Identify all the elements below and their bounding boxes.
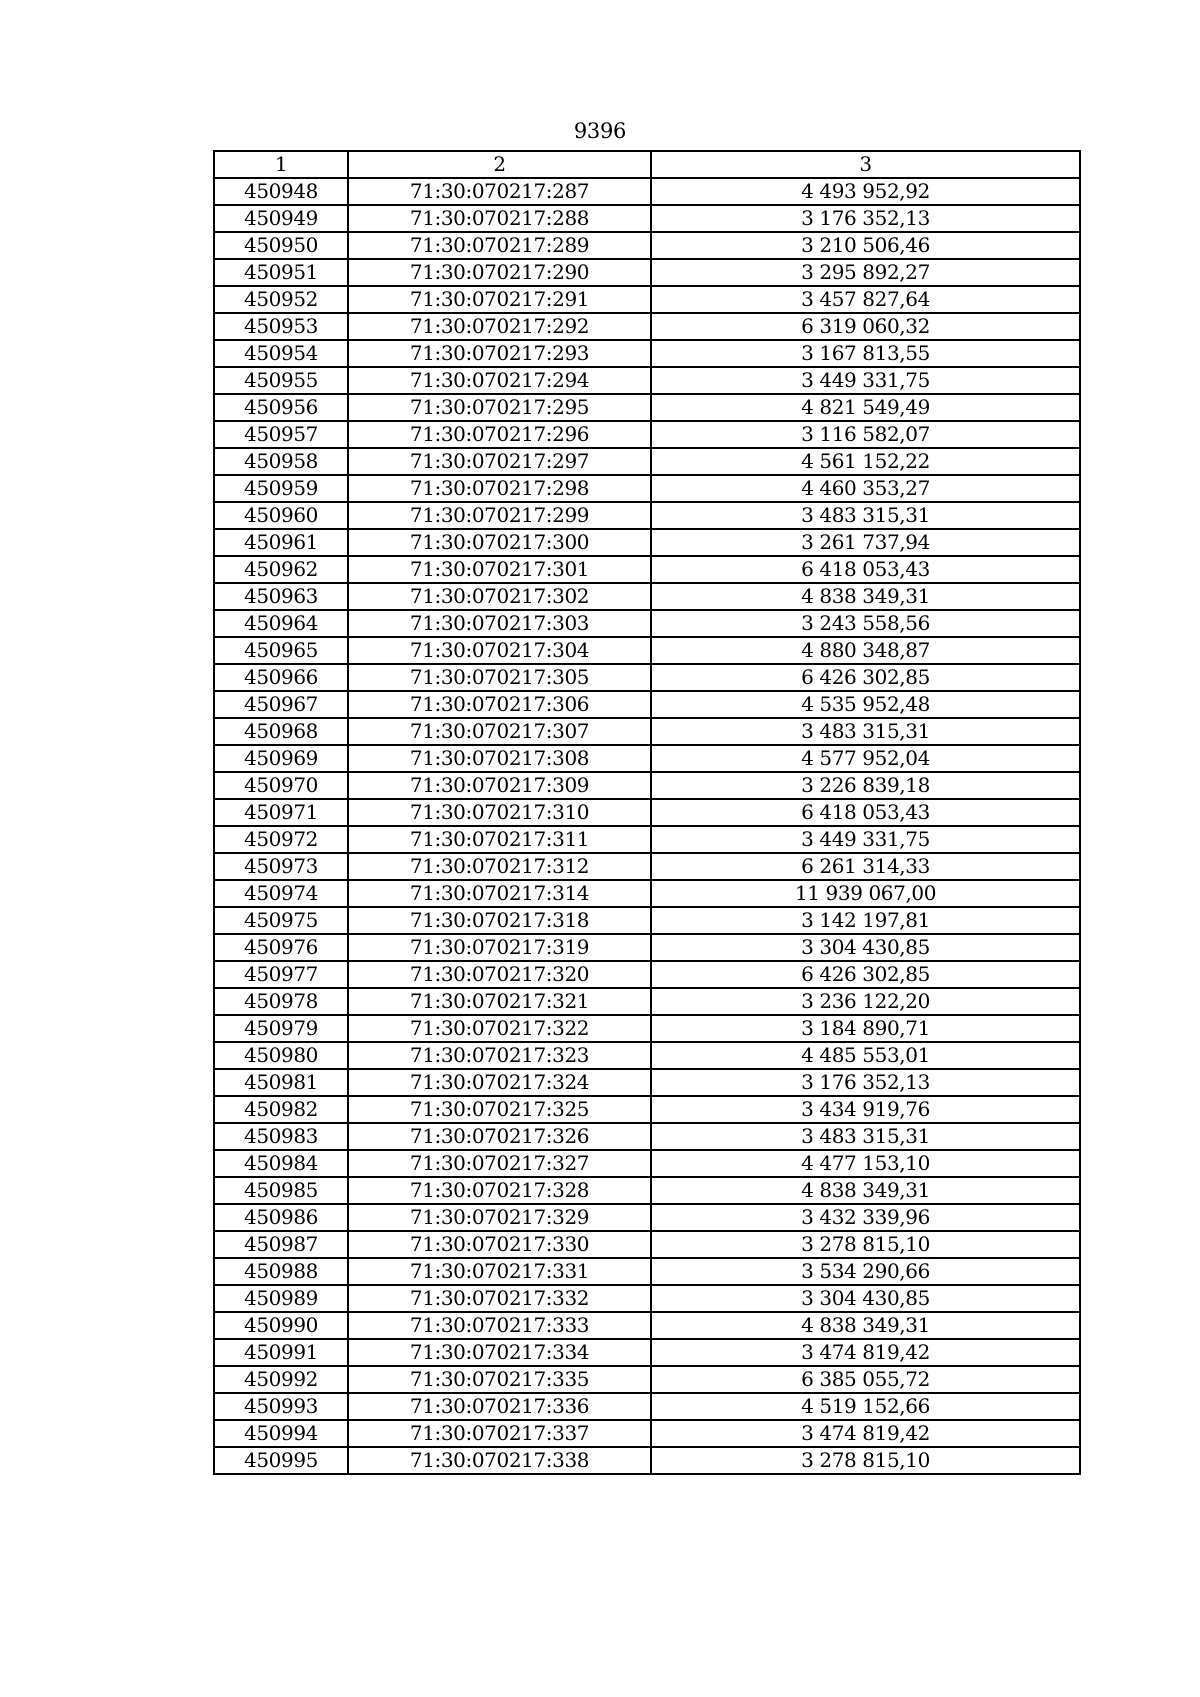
cadastral-value-cell: 3 243 558,56 — [651, 610, 1080, 637]
cadastral-value-cell: 3 434 919,76 — [651, 1096, 1080, 1123]
cadastral-value-cell: 6 426 302,85 — [651, 961, 1080, 988]
cadastral-number-cell: 71:30:070217:287 — [348, 178, 651, 205]
table-row — [214, 1258, 1080, 1285]
cadastral-value-cell: 3 261 737,94 — [651, 529, 1080, 556]
cadastral-number-cell: 71:30:070217:294 — [348, 367, 651, 394]
cadastral-number-cell: 71:30:070217:298 — [348, 475, 651, 502]
cadastral-value-cell: 3 534 290,66 — [651, 1258, 1080, 1285]
cadastral-number-cell: 71:30:070217:309 — [348, 772, 651, 799]
cadastral-number-cell: 71:30:070217:311 — [348, 826, 651, 853]
table-row — [214, 448, 1080, 475]
cadastral-value-cell: 3 432 339,96 — [651, 1204, 1080, 1231]
cadastral-number-cell: 71:30:070217:301 — [348, 556, 651, 583]
cadastral-number-cell: 71:30:070217:326 — [348, 1123, 651, 1150]
row-number-cell: 450977 — [214, 961, 348, 988]
table-row — [214, 1312, 1080, 1339]
table-row — [214, 961, 1080, 988]
row-number-cell: 450975 — [214, 907, 348, 934]
cadastral-number-cell: 71:30:070217:320 — [348, 961, 651, 988]
cadastral-number-cell: 71:30:070217:335 — [348, 1366, 651, 1393]
column-header-3: 3 — [651, 151, 1080, 178]
cadastral-number-cell: 71:30:070217:332 — [348, 1285, 651, 1312]
row-number-cell: 450984 — [214, 1150, 348, 1177]
table-row — [214, 259, 1080, 286]
table-row — [214, 340, 1080, 367]
cadastral-value-cell: 3 449 331,75 — [651, 367, 1080, 394]
table-row — [214, 691, 1080, 718]
table-row — [214, 205, 1080, 232]
cadastral-number-cell: 71:30:070217:307 — [348, 718, 651, 745]
row-number-cell: 450992 — [214, 1366, 348, 1393]
row-number-cell: 450994 — [214, 1420, 348, 1447]
cadastral-value-cell: 4 493 952,92 — [651, 178, 1080, 205]
row-number-cell: 450980 — [214, 1042, 348, 1069]
cadastral-number-cell: 71:30:070217:336 — [348, 1393, 651, 1420]
cadastral-value-cell: 3 304 430,85 — [651, 1285, 1080, 1312]
cadastral-number-cell: 71:30:070217:297 — [348, 448, 651, 475]
cadastral-number-cell: 71:30:070217:329 — [348, 1204, 651, 1231]
column-header-2: 2 — [348, 151, 651, 178]
cadastral-number-cell: 71:30:070217:303 — [348, 610, 651, 637]
row-number-cell: 450990 — [214, 1312, 348, 1339]
cadastral-value-cell: 3 483 315,31 — [651, 718, 1080, 745]
table-row — [214, 1204, 1080, 1231]
row-number-cell: 450987 — [214, 1231, 348, 1258]
cadastral-value-cell: 3 176 352,13 — [651, 205, 1080, 232]
table-row — [214, 826, 1080, 853]
row-number-cell: 450948 — [214, 178, 348, 205]
cadastral-number-cell: 71:30:070217:295 — [348, 394, 651, 421]
cadastral-value-cell: 3 449 331,75 — [651, 826, 1080, 853]
row-number-cell: 450991 — [214, 1339, 348, 1366]
table-row — [214, 394, 1080, 421]
row-number-cell: 450951 — [214, 259, 348, 286]
cadastral-number-cell: 71:30:070217:310 — [348, 799, 651, 826]
row-number-cell: 450981 — [214, 1069, 348, 1096]
table-row — [214, 718, 1080, 745]
table-row — [214, 1447, 1080, 1474]
cadastral-number-cell: 71:30:070217:328 — [348, 1177, 651, 1204]
cadastral-value-cell: 4 535 952,48 — [651, 691, 1080, 718]
table-row — [214, 799, 1080, 826]
table-row — [214, 1393, 1080, 1420]
row-number-cell: 450993 — [214, 1393, 348, 1420]
cadastral-number-cell: 71:30:070217:290 — [348, 259, 651, 286]
row-number-cell: 450966 — [214, 664, 348, 691]
cadastral-value-cell: 4 838 349,31 — [651, 583, 1080, 610]
cadastral-value-cell: 3 295 892,27 — [651, 259, 1080, 286]
row-number-cell: 450950 — [214, 232, 348, 259]
cadastral-number-cell: 71:30:070217:292 — [348, 313, 651, 340]
table-row — [214, 1339, 1080, 1366]
cadastral-number-cell: 71:30:070217:330 — [348, 1231, 651, 1258]
cadastral-number-cell: 71:30:070217:321 — [348, 988, 651, 1015]
row-number-cell: 450985 — [214, 1177, 348, 1204]
cadastral-value-cell: 4 577 952,04 — [651, 745, 1080, 772]
cadastral-number-cell: 71:30:070217:327 — [348, 1150, 651, 1177]
cadastral-value-cell: 6 261 314,33 — [651, 853, 1080, 880]
cadastral-number-cell: 71:30:070217:323 — [348, 1042, 651, 1069]
row-number-cell: 450979 — [214, 1015, 348, 1042]
cadastral-number-cell: 71:30:070217:318 — [348, 907, 651, 934]
cadastral-number-cell: 71:30:070217:296 — [348, 421, 651, 448]
row-number-cell: 450982 — [214, 1096, 348, 1123]
cadastral-number-cell: 71:30:070217:291 — [348, 286, 651, 313]
row-number-cell: 450959 — [214, 475, 348, 502]
row-number-cell: 450978 — [214, 988, 348, 1015]
table-row — [214, 907, 1080, 934]
cadastral-number-cell: 71:30:070217:334 — [348, 1339, 651, 1366]
row-number-cell: 450967 — [214, 691, 348, 718]
cadastral-value-cell: 3 226 839,18 — [651, 772, 1080, 799]
row-number-cell: 450972 — [214, 826, 348, 853]
row-number-cell: 450957 — [214, 421, 348, 448]
cadastral-value-cell: 3 210 506,46 — [651, 232, 1080, 259]
table-row — [214, 637, 1080, 664]
row-number-cell: 450968 — [214, 718, 348, 745]
table-row — [214, 232, 1080, 259]
table-body — [214, 178, 1080, 1474]
cadastral-number-cell: 71:30:070217:325 — [348, 1096, 651, 1123]
table-row — [214, 286, 1080, 313]
row-number-cell: 450988 — [214, 1258, 348, 1285]
cadastral-number-cell: 71:30:070217:322 — [348, 1015, 651, 1042]
table-row — [214, 1123, 1080, 1150]
row-number-cell: 450956 — [214, 394, 348, 421]
row-number-cell: 450962 — [214, 556, 348, 583]
cadastral-value-cell: 4 821 549,49 — [651, 394, 1080, 421]
row-number-cell: 450989 — [214, 1285, 348, 1312]
cadastral-value-cell: 3 483 315,31 — [651, 502, 1080, 529]
cadastral-number-cell: 71:30:070217:314 — [348, 880, 651, 907]
row-number-cell: 450974 — [214, 880, 348, 907]
cadastral-number-cell: 71:30:070217:305 — [348, 664, 651, 691]
row-number-cell: 450969 — [214, 745, 348, 772]
cadastral-number-cell: 71:30:070217:289 — [348, 232, 651, 259]
table-row — [214, 556, 1080, 583]
table-row — [214, 475, 1080, 502]
table-header — [214, 151, 1080, 178]
cadastral-number-cell: 71:30:070217:299 — [348, 502, 651, 529]
row-number-cell: 450960 — [214, 502, 348, 529]
row-number-cell: 450983 — [214, 1123, 348, 1150]
table-row — [214, 1015, 1080, 1042]
cadastral-number-cell: 71:30:070217:308 — [348, 745, 651, 772]
row-number-cell: 450976 — [214, 934, 348, 961]
column-header-1: 1 — [214, 151, 348, 178]
row-number-cell: 450970 — [214, 772, 348, 799]
cadastral-number-cell: 71:30:070217:304 — [348, 637, 651, 664]
cadastral-number-cell: 71:30:070217:324 — [348, 1069, 651, 1096]
cadastral-value-cell: 4 519 152,66 — [651, 1393, 1080, 1420]
row-number-cell: 450953 — [214, 313, 348, 340]
table-row — [214, 1150, 1080, 1177]
cadastral-number-cell: 71:30:070217:312 — [348, 853, 651, 880]
row-number-cell: 450995 — [214, 1447, 348, 1474]
cadastral-value-cell: 3 304 430,85 — [651, 934, 1080, 961]
cadastral-value-cell: 4 561 152,22 — [651, 448, 1080, 475]
cadastral-value-cell: 3 236 122,20 — [651, 988, 1080, 1015]
table-row — [214, 934, 1080, 961]
row-number-cell: 450965 — [214, 637, 348, 664]
cadastral-value-cell: 3 278 815,10 — [651, 1447, 1080, 1474]
cadastral-value-cell: 4 880 348,87 — [651, 637, 1080, 664]
table-row — [214, 772, 1080, 799]
cadastral-value-cell: 6 319 060,32 — [651, 313, 1080, 340]
cadastral-value-cell: 4 838 349,31 — [651, 1177, 1080, 1204]
table-row — [214, 1177, 1080, 1204]
row-number-cell: 450964 — [214, 610, 348, 637]
table-row — [214, 529, 1080, 556]
cadastral-value-cell: 3 116 582,07 — [651, 421, 1080, 448]
cadastral-value-cell: 3 457 827,64 — [651, 286, 1080, 313]
table-row — [214, 1420, 1080, 1447]
row-number-cell: 450963 — [214, 583, 348, 610]
row-number-cell: 450954 — [214, 340, 348, 367]
table-row — [214, 583, 1080, 610]
row-number-cell: 450958 — [214, 448, 348, 475]
table-row — [214, 421, 1080, 448]
cadastral-value-cell: 3 483 315,31 — [651, 1123, 1080, 1150]
cadastral-number-cell: 71:30:070217:306 — [348, 691, 651, 718]
cadastral-value-cell: 6 426 302,85 — [651, 664, 1080, 691]
cadastral-value-cell: 6 418 053,43 — [651, 556, 1080, 583]
table-row — [214, 853, 1080, 880]
row-number-cell: 450973 — [214, 853, 348, 880]
row-number-cell: 450952 — [214, 286, 348, 313]
cadastral-number-cell: 71:30:070217:338 — [348, 1447, 651, 1474]
table-row — [214, 664, 1080, 691]
cadastral-value-cell: 3 278 815,10 — [651, 1231, 1080, 1258]
table-row — [214, 1285, 1080, 1312]
table-row — [214, 610, 1080, 637]
cadastral-value-cell: 6 418 053,43 — [651, 799, 1080, 826]
cadastral-value-cell: 3 474 819,42 — [651, 1420, 1080, 1447]
cadastral-number-cell: 71:30:070217:337 — [348, 1420, 651, 1447]
row-number-cell: 450961 — [214, 529, 348, 556]
table-row — [214, 313, 1080, 340]
cadastral-value-cell: 4 460 353,27 — [651, 475, 1080, 502]
table-row — [214, 1231, 1080, 1258]
cadastral-value-cell: 3 474 819,42 — [651, 1339, 1080, 1366]
row-number-cell: 450955 — [214, 367, 348, 394]
table-row — [214, 502, 1080, 529]
cadastral-number-cell: 71:30:070217:319 — [348, 934, 651, 961]
cadastral-number-cell: 71:30:070217:288 — [348, 205, 651, 232]
page-number: 9396 — [573, 119, 627, 143]
cadastral-value-table — [213, 150, 1081, 1475]
cadastral-value-cell: 6 385 055,72 — [651, 1366, 1080, 1393]
cadastral-number-cell: 71:30:070217:300 — [348, 529, 651, 556]
cadastral-number-cell: 71:30:070217:331 — [348, 1258, 651, 1285]
table-row — [214, 1069, 1080, 1096]
table-row — [214, 880, 1080, 907]
row-number-cell: 450971 — [214, 799, 348, 826]
cadastral-value-cell: 3 176 352,13 — [651, 1069, 1080, 1096]
row-number-cell: 450949 — [214, 205, 348, 232]
cadastral-number-cell: 71:30:070217:333 — [348, 1312, 651, 1339]
cadastral-value-cell: 4 485 553,01 — [651, 1042, 1080, 1069]
cadastral-value-cell: 4 838 349,31 — [651, 1312, 1080, 1339]
header-row — [214, 151, 1080, 178]
cadastral-value-cell: 4 477 153,10 — [651, 1150, 1080, 1177]
cadastral-value-cell: 3 167 813,55 — [651, 340, 1080, 367]
table-row — [214, 745, 1080, 772]
cadastral-number-cell: 71:30:070217:293 — [348, 340, 651, 367]
table-row — [214, 178, 1080, 205]
row-number-cell: 450986 — [214, 1204, 348, 1231]
table-row — [214, 1366, 1080, 1393]
table-row — [214, 1096, 1080, 1123]
cadastral-value-cell: 3 142 197,81 — [651, 907, 1080, 934]
table-row — [214, 988, 1080, 1015]
cadastral-value-cell: 11 939 067,00 — [651, 880, 1080, 907]
cadastral-value-cell: 3 184 890,71 — [651, 1015, 1080, 1042]
cadastral-number-cell: 71:30:070217:302 — [348, 583, 651, 610]
table-row — [214, 367, 1080, 394]
table-row — [214, 1042, 1080, 1069]
